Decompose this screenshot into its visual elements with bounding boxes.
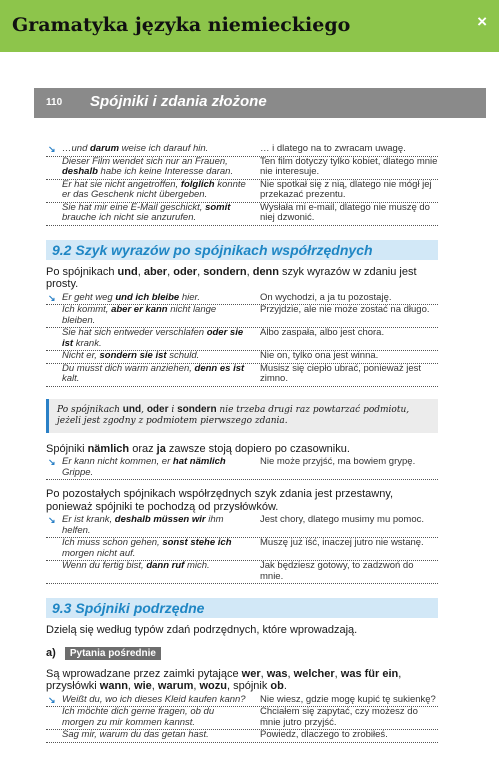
german-sentence: ↘ …und darum weise ich darauf hin. xyxy=(48,143,209,154)
polish-translation: Ten film dotyczy tylko kobiet, dlatego mnie nie interesuje. xyxy=(260,155,438,177)
german-sentence: Sie hat sich entweder verschlafen oder sie ist krank. xyxy=(62,327,244,349)
example-row xyxy=(46,515,438,538)
subsection-tag: Pytania pośrednie xyxy=(65,647,161,660)
example-row xyxy=(46,538,438,561)
example-block-3 xyxy=(46,457,438,480)
example-row xyxy=(46,328,438,351)
example-row xyxy=(46,364,438,387)
subsection-heading xyxy=(46,647,438,660)
chapter-header xyxy=(34,88,486,118)
polish-translation: On wychodzi, a ja tu pozostaję. xyxy=(260,291,392,303)
polish-translation: Musisz się ciepło ubrać, ponieważ jest zimno. xyxy=(260,362,422,384)
section-title: 9.2 Szyk wyrazów po spójnikach współrzędnych xyxy=(52,241,373,258)
polish-translation: … i dlatego na to zwracam uwagę. xyxy=(260,143,406,154)
polish-translation: Nie spotkał się z nią, dlatego nie mógł jej przekazać prezentu. xyxy=(260,178,432,200)
polish-translation: Przyjdzie, ale nie może zostać na długo. xyxy=(260,304,430,315)
example-block-2 xyxy=(46,293,438,387)
example-row xyxy=(46,707,438,730)
polish-translation: Nie on, tylko ona jest winna. xyxy=(260,350,379,361)
german-sentence: ↘ Weißt du, wo ich dieses Kleid kaufen kann? xyxy=(48,693,246,705)
section-heading-9-3 xyxy=(46,598,438,618)
example-row xyxy=(46,203,438,226)
arrow-icon: ↘ xyxy=(48,457,56,467)
subsection-label: a) xyxy=(46,646,56,659)
example-block-4 xyxy=(46,515,438,584)
arrow-icon: ↘ xyxy=(48,144,56,154)
polish-translation: Nie wiesz, gdzie mogę kupić tę sukienkę? xyxy=(260,693,436,705)
page-content xyxy=(46,144,438,743)
paragraph: Spójniki nämlich oraz ja zawsze stoją dopiero po czasowniku. xyxy=(46,442,350,455)
polish-translation: Wysłała mi e-mail, dlatego nie muszę do niej dzwonić. xyxy=(260,201,430,223)
polish-translation: Powiedz, dlaczego to zrobiłeś. xyxy=(260,729,388,740)
arrow-icon: ↘ xyxy=(48,694,56,705)
example-block-5 xyxy=(46,695,438,743)
german-sentence: Ich kommt, aber er kann nicht lange bleiben. xyxy=(62,304,217,326)
german-sentence: Sie hat mir eine E-Mail geschickt, somit brauche ich nicht sie anzurufen. xyxy=(62,201,231,223)
paragraph: Są wprowadzane przez zaimki pytające wer, was, welcher, was für ein, przysłówki wann, wie, warum, wozu, spójnik ob. xyxy=(46,667,402,692)
polish-translation: Nie może przyjść, ma bowiem grypę. xyxy=(260,456,416,467)
example-row xyxy=(46,180,438,203)
polish-translation: Albo zaspała, albo jest chora. xyxy=(260,327,385,338)
german-sentence: Dieser Film wendet sich nur an Frauen, deshalb habe ich keine Interesse daran. xyxy=(62,155,234,177)
german-sentence: Wenn du fertig bist, dann ruf mich. xyxy=(62,560,210,571)
section-heading-9-2 xyxy=(46,240,438,260)
arrow-icon: ↘ xyxy=(48,515,56,525)
german-sentence: Nicht er, sondern sie ist schuld. xyxy=(62,350,200,361)
polish-translation: Jest chory, dlatego musimy mu pomoc. xyxy=(260,514,425,525)
polish-translation: Jak będziesz gotowy, to zadzwoń do mnie. xyxy=(260,560,414,582)
example-row xyxy=(46,457,438,480)
example-block-1 xyxy=(46,144,438,226)
page-number: 110 xyxy=(46,97,63,108)
close-icon[interactable]: × xyxy=(477,12,487,31)
app-title: Gramatyka języka niemieckiego xyxy=(12,14,351,36)
note-box: Po spójnikach und, oder i sondern nie trzeba drugi raz powtarzać podmiotu, jeżeli jest zgodny z podmiotem pierwszego zdania. xyxy=(46,399,438,433)
example-row xyxy=(46,157,438,180)
app-header xyxy=(0,0,499,52)
paragraph: Po spójnikach und, aber, oder, sondern, denn szyk wyrazów w zdaniu jest prosty. xyxy=(46,265,417,290)
example-row xyxy=(46,561,438,584)
german-sentence: Er hat sie nicht angetroffen, folglich konnte er das Geschenk nicht übergeben. xyxy=(62,178,246,200)
arrow-icon: ↘ xyxy=(48,292,56,303)
book-page xyxy=(0,52,499,760)
german-sentence: ↘ Er ist krank, deshalb müssen wir ihm helfen. xyxy=(48,514,224,536)
german-sentence: Sag mir, warum du das getan hast. xyxy=(62,729,209,740)
paragraph: Po pozostałych spójnikach współrzędnych szyk zdania jest przestawny, ponieważ spójniki te pochodzą od przysłówków. xyxy=(46,488,394,513)
example-row xyxy=(46,730,438,743)
german-sentence: ↘ Er kann nicht kommen, er hat nämlich Grippe. xyxy=(48,456,226,478)
german-sentence: Ich möchte dich gerne fragen, ob du morgen zu mir kommen kannst. xyxy=(62,706,215,728)
section-title: 9.3 Spójniki podrzędne xyxy=(52,600,205,616)
german-sentence: Du musst dich warm anziehen, denn es ist kalt. xyxy=(62,362,245,384)
chapter-title: Spójniki i zdania złożone xyxy=(90,93,267,110)
german-sentence: ↘ Er geht weg und ich bleibe hier. xyxy=(48,291,200,303)
example-row xyxy=(46,305,438,328)
polish-translation: Muszę już iść, inaczej jutro nie wstanę. xyxy=(260,537,424,548)
polish-translation: Chciałem się zapytać, czy możesz do mnie jutro przyjść. xyxy=(260,706,418,728)
german-sentence: Ich muss schon gehen, sonst stehe ich morgen nicht auf. xyxy=(62,537,232,559)
paragraph: Dzielą się według typów zdań podrzędnych, które wprowadzają. xyxy=(46,624,358,636)
